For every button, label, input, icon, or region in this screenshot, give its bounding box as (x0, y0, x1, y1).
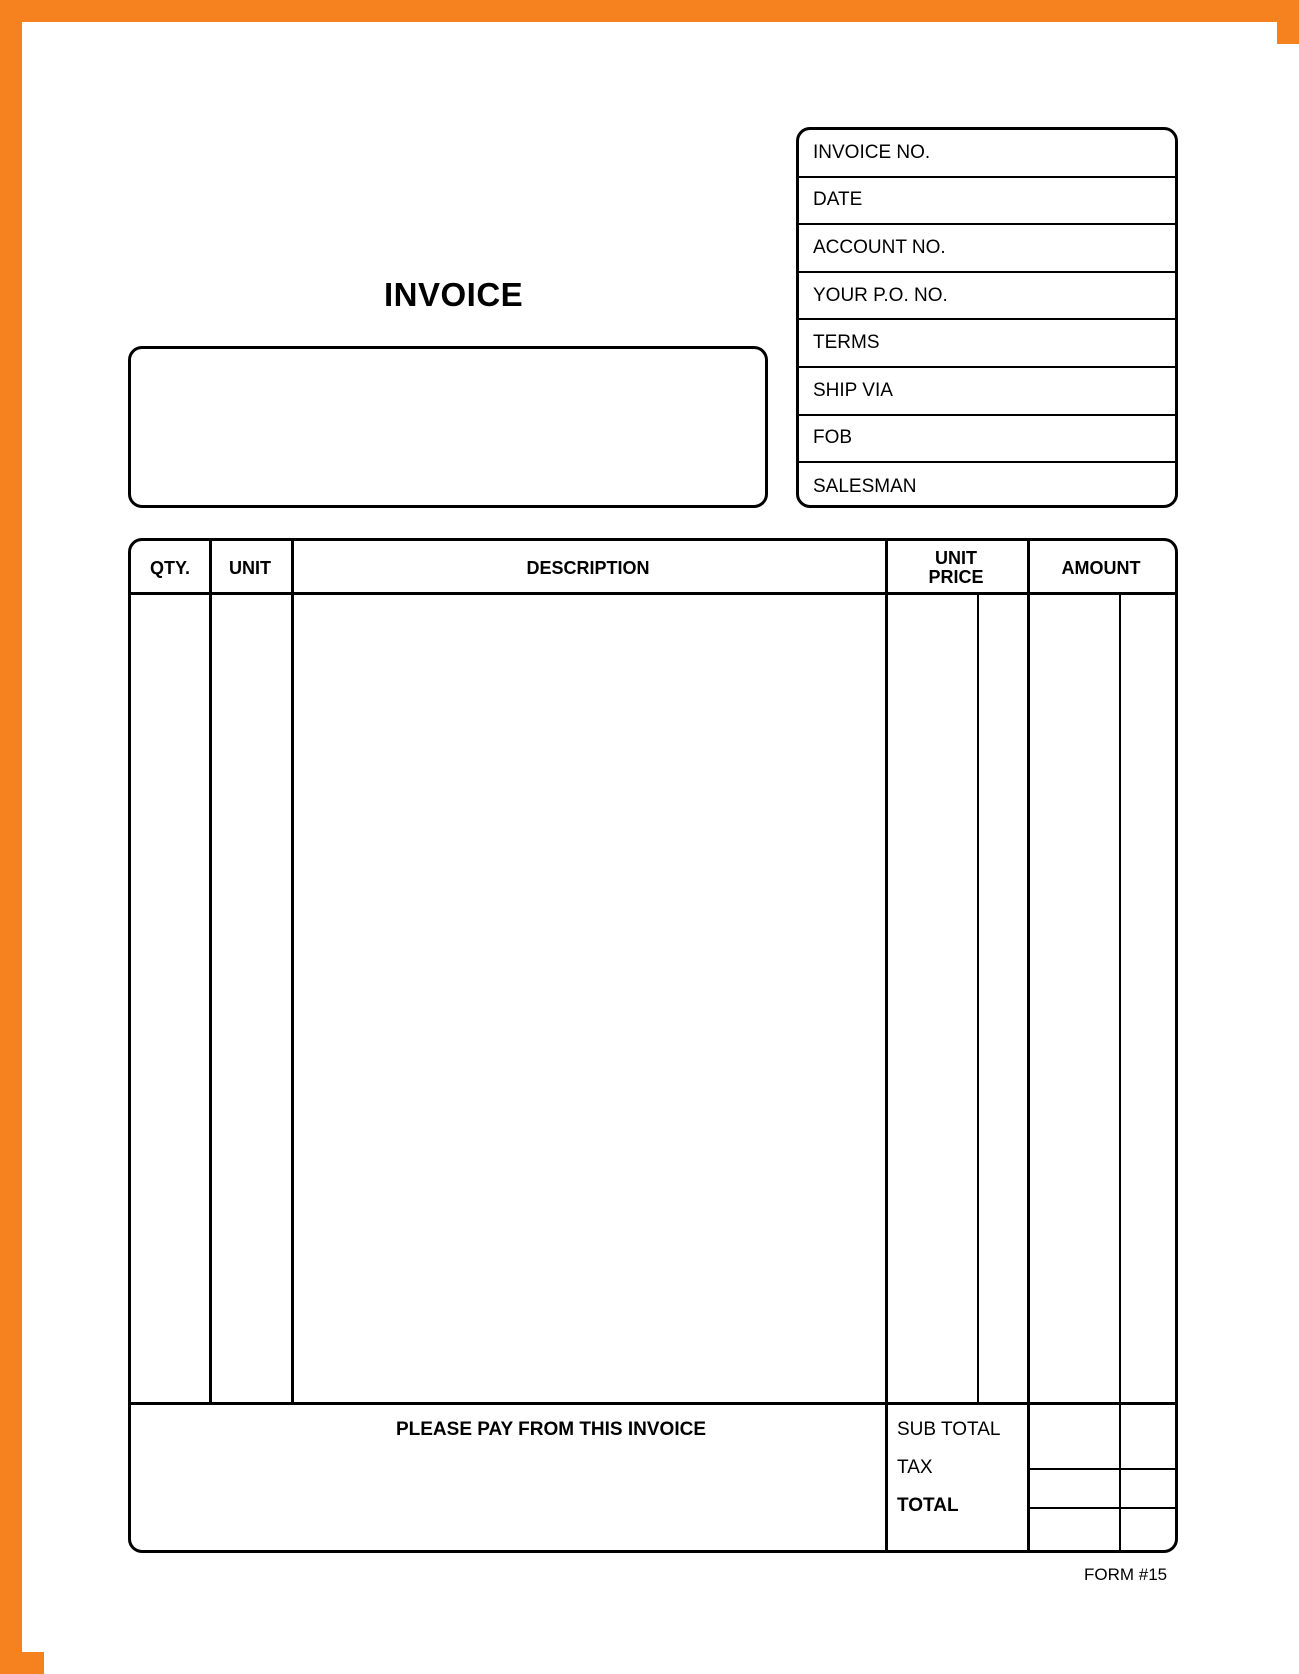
total-label-tax: TAX (897, 1457, 933, 1478)
totals-rule-1 (1027, 1468, 1178, 1470)
invoice-meta-panel (796, 127, 1178, 508)
meta-row-ship-via[interactable] (799, 368, 1175, 416)
meta-row-invoice-no[interactable] (799, 130, 1175, 178)
unit-price-line-2: PRICE (928, 567, 984, 587)
column-header-qty: QTY. (149, 557, 190, 578)
total-label-total: TOTAL (897, 1495, 959, 1516)
body-rule-unit-desc (291, 595, 294, 1402)
body-rule-amount-cents (1119, 595, 1121, 1553)
footer-separator (131, 1402, 1175, 1405)
header-rule-3 (885, 541, 888, 595)
table-header-row (131, 541, 1175, 595)
meta-label: INVOICE NO. (813, 141, 931, 163)
column-header-description: DESCRIPTION (526, 557, 650, 578)
invoice-sheet (44, 44, 1299, 1674)
column-header-unit: UNIT (229, 557, 271, 578)
column-header-unit-price (885, 541, 1027, 595)
bill-to-value (131, 349, 765, 393)
meta-label: TERMS (813, 332, 880, 354)
meta-label: SHIP VIA (813, 379, 893, 401)
meta-label: DATE (813, 189, 863, 211)
meta-label: FOB (813, 427, 853, 449)
body-rule-price-amount (1027, 595, 1030, 1553)
header-rule-2 (291, 541, 294, 595)
meta-label: SALESMAN (813, 475, 917, 497)
body-rule-price-cents (977, 595, 979, 1402)
meta-row-terms[interactable] (799, 320, 1175, 368)
bill-to-box[interactable] (128, 346, 768, 508)
page-title: INVOICE (384, 276, 524, 313)
header-rule-1 (209, 541, 212, 595)
body-rule-desc-price (885, 595, 888, 1553)
meta-row-date[interactable] (799, 178, 1175, 226)
header-rule-4 (1027, 541, 1030, 595)
totals-rule-2 (1027, 1507, 1178, 1509)
body-rule-qty-unit (209, 595, 212, 1402)
unit-price-line-1: UNIT (935, 548, 977, 569)
column-header-amount: AMOUNT (1061, 557, 1141, 578)
meta-label: ACCOUNT NO. (813, 236, 946, 258)
meta-label: YOUR P.O. NO. (813, 284, 948, 306)
pay-note: PLEASE PAY FROM THIS INVOICE (395, 1419, 707, 1440)
meta-row-account-no[interactable] (799, 225, 1175, 273)
meta-row-salesman[interactable] (799, 463, 1175, 508)
line-items-table (128, 538, 1178, 1553)
total-label-sub-total: SUB TOTAL (897, 1419, 1001, 1440)
form-number: FORM #15 (1084, 1565, 1168, 1584)
meta-row-po-no[interactable] (799, 273, 1175, 321)
meta-row-fob[interactable] (799, 416, 1175, 464)
